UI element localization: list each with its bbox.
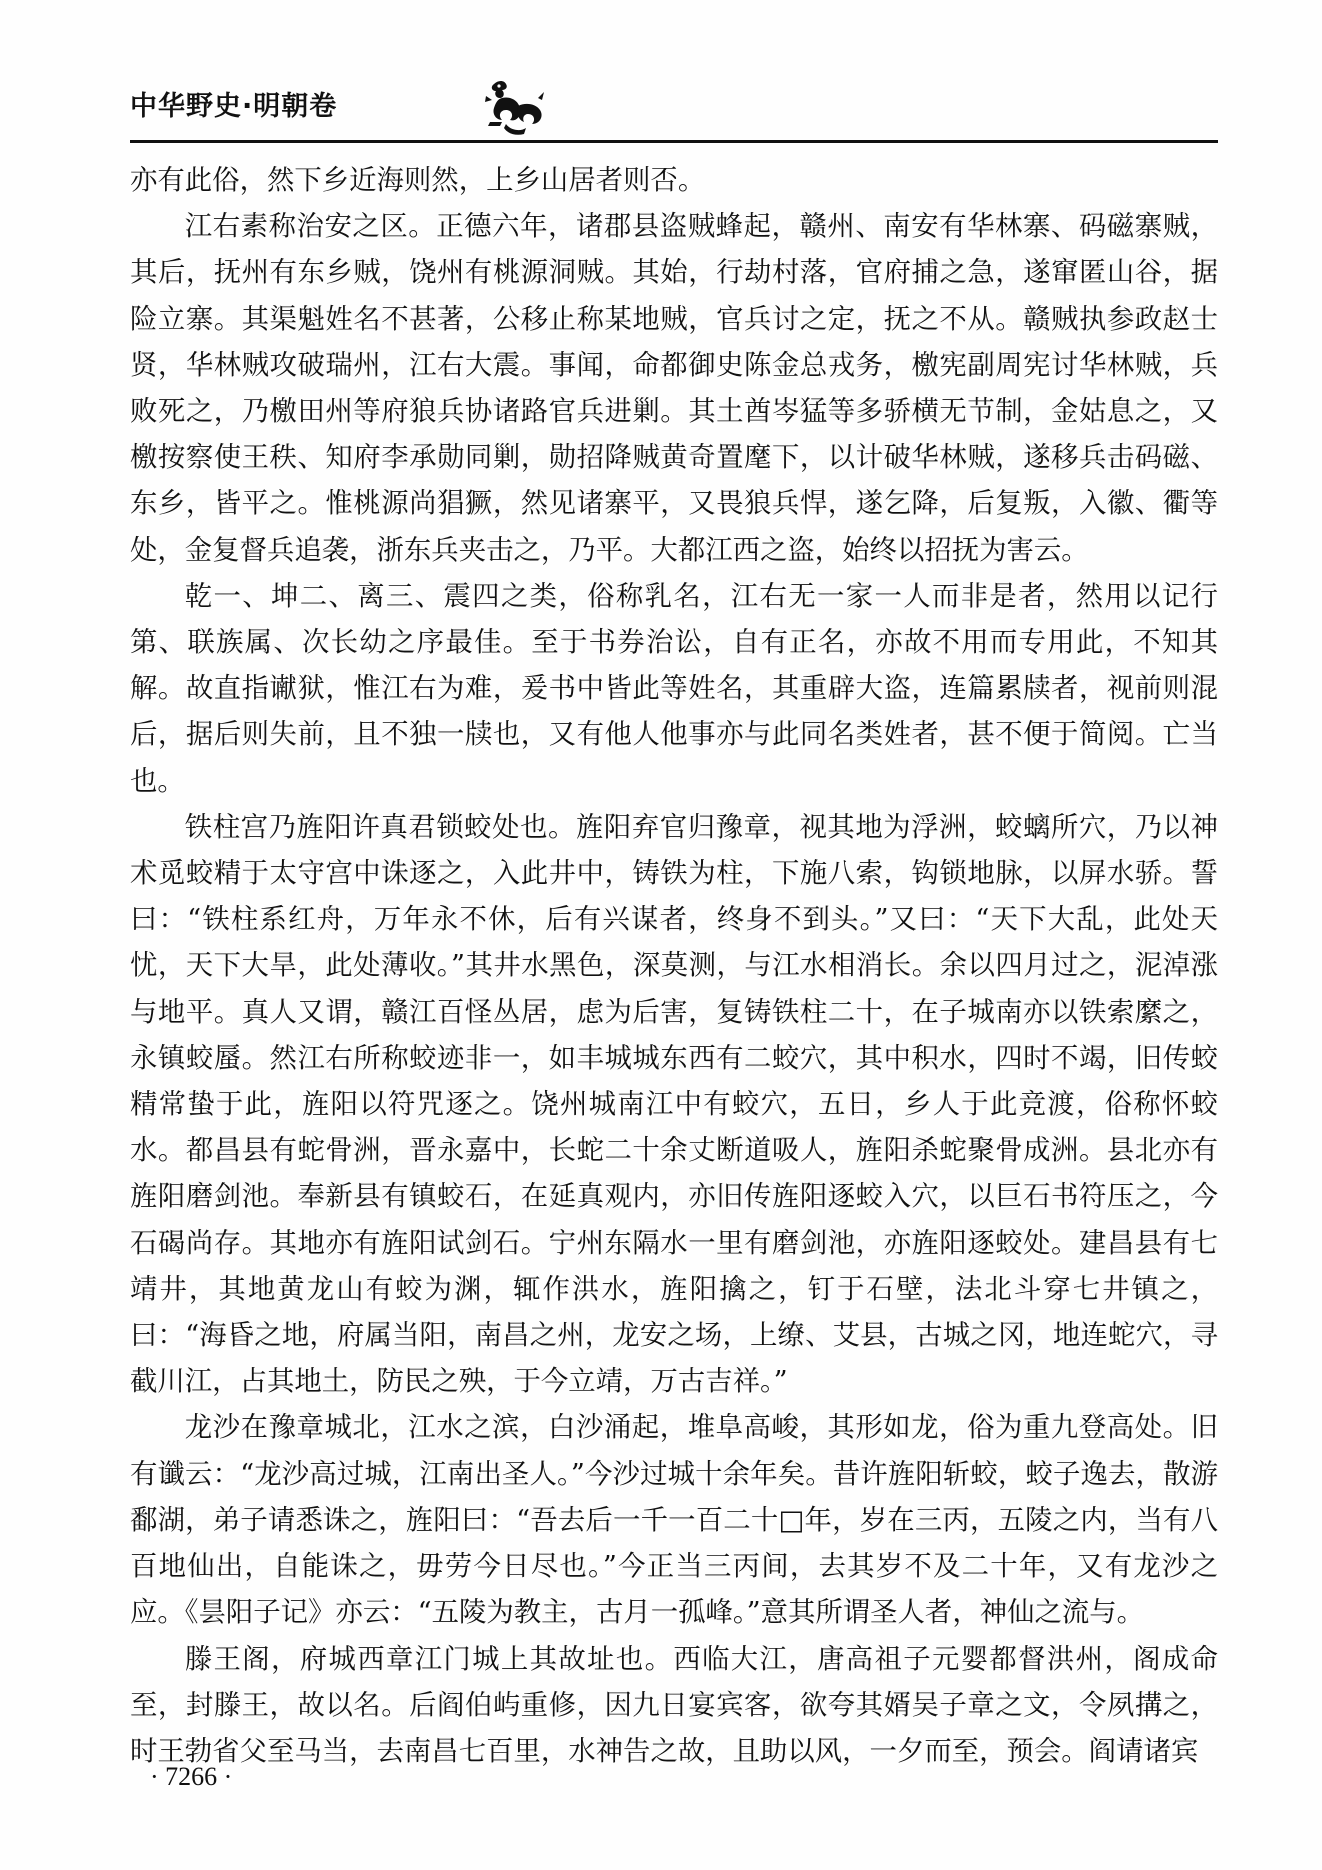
paragraph: 铁柱宫乃旌阳许真君锁蛟处也。旌阳弃官归豫章，视其地为浮洲，蛟螭所穴，乃以神术觅蛟精于太守宫中诛逐之，入此井中，铸铁为柱，下施八索，钩锁地脉，以屏水骄。誓曰：“铁柱系红舟，万年永不休，后有兴谋者，终身不到头。”又曰：“天下大乱，此处天忧，天下大旱，此处薄收。”其井水黑色，深莫测，与江水相消长。余以四月过之，泥淖涨与地平。真人又谓，赣江百怪丛居，虑为后害，复铸铁柱二十，在子城南亦以铁索縻之，永镇蛟蜃。然江右所称蛟迹非一，如丰城城东西有二蛟穴，其中积水，四时不竭，旧传蛟精常蛰于此，旌阳以符咒逐之。饶州城南江中有蛟穴，五日，乡人于此竞渡，俗称怀蛟水。都昌县有蛇骨洲，晋永嘉中，长蛇二十余丈断道吸人，旌阳杀蛇聚骨成洲。县北亦有旌阳磨剑池。奉新县有镇蛟石，在延真观内，亦旧传旌阳逐蛟入穴，以巨石书符压之，今石碣尚存。其地亦有旌阳试剑石。宁州东隔水一里有磨剑池，亦旌阳逐蛟处。建昌县有七靖井，其地黄龙山有蛟为渊，辄作洪水，旌阳擒之，钉于石壁，法北斗穿七井镇之，曰：“海昏之地，府属当阳，南昌之州，龙安之场，上缭、艾县，古城之冈，地连蛇穴，寻截川江，占其地土，防民之殃，于今立靖，万古吉祥。” xyxy=(130,811,1218,1398)
running-header xyxy=(130,78,1218,142)
header-rule xyxy=(130,140,1218,143)
paragraph: 滕王阁，府城西章江门城上其故址也。西临大江，唐高祖子元婴都督洪州，阁成命至，封滕王，故以名。后阎伯屿重修，因九日宴宾客，欲夸其婿吴子章之文，令夙搆之，时王勃省父至马当，去南昌七百里，水神告之故，且助以风，一夕而至，预会。阎请诸宾 xyxy=(130,1643,1218,1767)
paragraph: 乾一、坤二、离三、震四之类，俗称乳名，江右无一家一人而非是者，然用以记行第、联族属、次长幼之序最佳。至于书券治讼，自有正名，亦故不用而专用此，不知其解。故直指谳狱，惟江右为难，爰书中皆此等姓名，其重辟大盗，连篇累牍者，视前则混后，据后则失前，且不独一牍也，又有他人他事亦与此同名类姓者，甚不便于简阅。亡当也。 xyxy=(130,580,1218,797)
paragraph: 江右素称治安之区。正德六年，诸郡县盗贼蜂起，赣州、南安有华林寨、码磁寨贼，其后，抚州有东乡贼，饶州有桃源洞贼。其始，行劫村落，官府捕之急，遂窜匿山谷，据险立寨。其渠魁姓名不甚著，公移止称某地贼，官兵讨之定，抚之不从。赣贼执参政赵士贤，华林贼攻破瑞州，江右大震。事闻，命都御史陈金总戎务，檄宪副周宪讨华林贼，兵败死之，乃檄田州等府狼兵协诸路官兵进剿。其土酋岑猛等多骄横无节制，金姑息之，又檄按察使王秩、知府李承勋同剿，勋招降贼黄奇置麾下，以计破华林贼，遂移兵击码磁、东乡，皆平之。惟桃源尚猖獗，然见诸寨平，又畏狼兵悍，遂乞降，后复叛，入徽、衢等处，金复督兵追袭，浙东兵夹击之，乃平。大都江西之盗，始终以招抚为害云。 xyxy=(130,211,1218,566)
header-title: 中华野史·明朝卷 xyxy=(130,91,338,122)
paragraph: 龙沙在豫章城北，江水之滨，白沙涌起，堆阜高峻，其形如龙，俗为重九登高处。旧有谶云：“龙沙高过城，江南出圣人。”今沙过城十余年矣。昔许旌阳斩蛟，蛟子逸去，散游鄱湖，弟子请悉诛之，旌阳曰：“吾去后一千一百二十□年，岁在三丙，五陵之内，当有八百地仙出，自能诛之，毋劳今日尽也。”今正当三丙间，去其岁不及二十年，又有龙沙之应。《昙阳子记》亦云：“五陵为教主，古月一孤峰。”意其所谓圣人者，神仙之流与。 xyxy=(130,1412,1218,1629)
paragraph: 亦有此俗，然下乡近海则然，上乡山居者则否。 xyxy=(130,165,706,196)
dragon-emblem-icon xyxy=(480,78,550,136)
page-number: · 7266 · xyxy=(150,1762,233,1791)
body-text xyxy=(130,158,1218,1775)
